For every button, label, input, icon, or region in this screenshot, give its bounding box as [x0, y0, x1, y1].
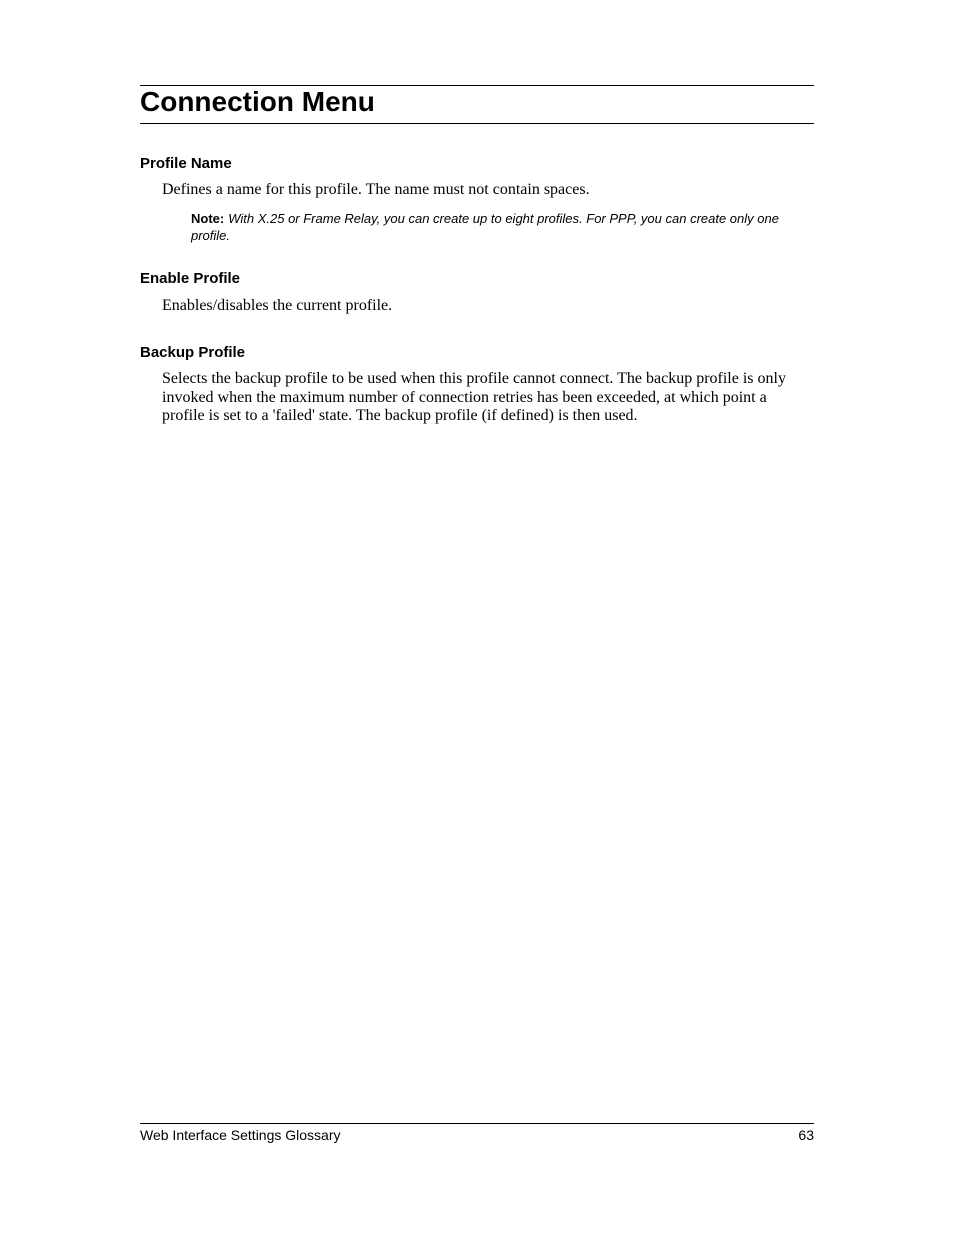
section-body-backup-profile: Selects the backup profile to be used when this profile cannot connect. The backup profile is only invoked when the maximum number of connection retries has been exceeded, at which point a profile is set to a 'failed' state. The backup profile (if defined) is then used. [162, 370, 786, 424]
page-number: 63 [798, 1127, 814, 1143]
note-text: With X.25 or Frame Relay, you can create up to eight profiles. For PPP, you can create only one profile. [191, 211, 779, 243]
page-title: Connection Menu [140, 86, 375, 117]
section-body-enable-profile: Enables/disables the current profile. [162, 297, 393, 314]
note [191, 211, 816, 244]
footer-title: Web Interface Settings Glossary [140, 1127, 341, 1143]
note-label: Note: [191, 211, 225, 226]
section-heading-backup-profile: Backup Profile [140, 344, 246, 361]
section-heading-enable-profile: Enable Profile [140, 270, 241, 287]
footer-rule [140, 1123, 814, 1124]
section-body-profile-name: Defines a name for this profile. The name must not contain spaces. [162, 181, 590, 198]
title-bottom-rule [140, 123, 814, 124]
section-heading-profile-name: Profile Name [140, 155, 232, 172]
